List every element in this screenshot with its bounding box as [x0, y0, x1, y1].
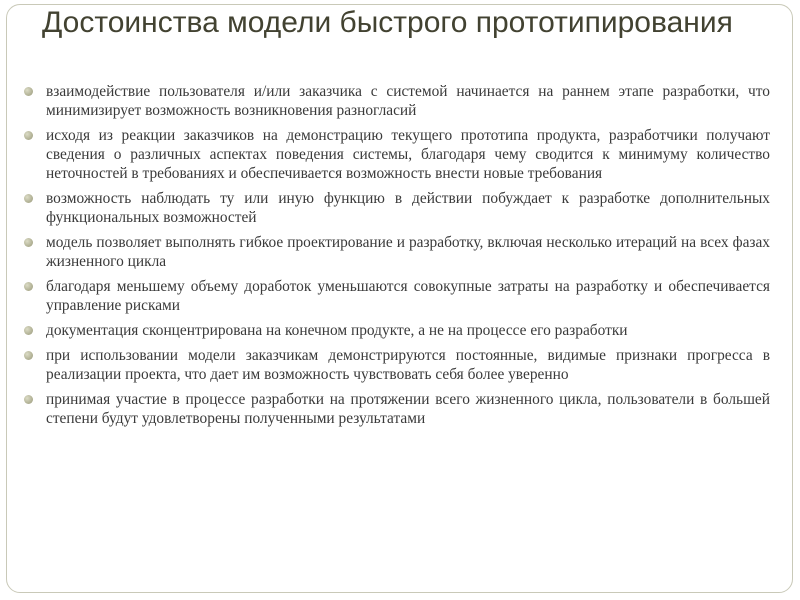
bullet-item [22, 82, 770, 120]
slide-title: Достоинства модели быстрого прототипирования [42, 6, 733, 39]
bullet-icon [24, 131, 33, 140]
bullet-text: документация сконцентрирована на конечном продукте, а не на процессе его разработки [46, 322, 628, 339]
bullet-text: возможность наблюдать ту или иную функцию в действии побуждает к разработке дополнительных функциональных возможностей [46, 190, 770, 226]
bullet-icon [24, 395, 33, 404]
bullet-item [22, 346, 770, 384]
bullet-text: модель позволяет выполнять гибкое проектирование и разработку, включая несколько итераций на всех фазах жизненного цикла [46, 234, 770, 270]
bullet-icon [24, 351, 33, 360]
bullet-item [22, 189, 770, 227]
bullet-icon [24, 87, 33, 96]
bullet-text: при использовании модели заказчикам демонстрируются постоянные, видимые признаки прогресса в реализации проекта, что дает им возможность чувствовать себя более уверенно [46, 347, 770, 383]
bullet-icon [24, 326, 33, 335]
bullet-text: принимая участие в процессе разработки на протяжении всего жизненного цикла, пользователи в большей степени будут удовлетворены полученными результатами [46, 391, 770, 427]
bullet-item [22, 277, 770, 315]
bullet-list [22, 82, 770, 434]
bullet-text: благодаря меньшему объему доработок уменьшаются совокупные затраты на разработку и обеспечивается управление рисками [46, 278, 770, 314]
bullet-item [22, 321, 770, 340]
bullet-text: взаимодействие пользователя и/или заказчика с системой начинается на раннем этапе разработки, что минимизирует возможность возникновения разногласий [46, 83, 770, 119]
bullet-icon [24, 238, 33, 247]
bullet-item [22, 390, 770, 428]
bullet-item [22, 126, 770, 183]
bullet-text: исходя из реакции заказчиков на демонстрацию текущего прототипа продукта, разработчики получают сведения о различных аспектах поведения системы, благодаря чему сводится к минимуму количество неточностей в требованиях и обеспечивается возможность внести новые требования [46, 127, 770, 182]
bullet-icon [24, 282, 33, 291]
bullet-item [22, 233, 770, 271]
bullet-icon [24, 194, 33, 203]
